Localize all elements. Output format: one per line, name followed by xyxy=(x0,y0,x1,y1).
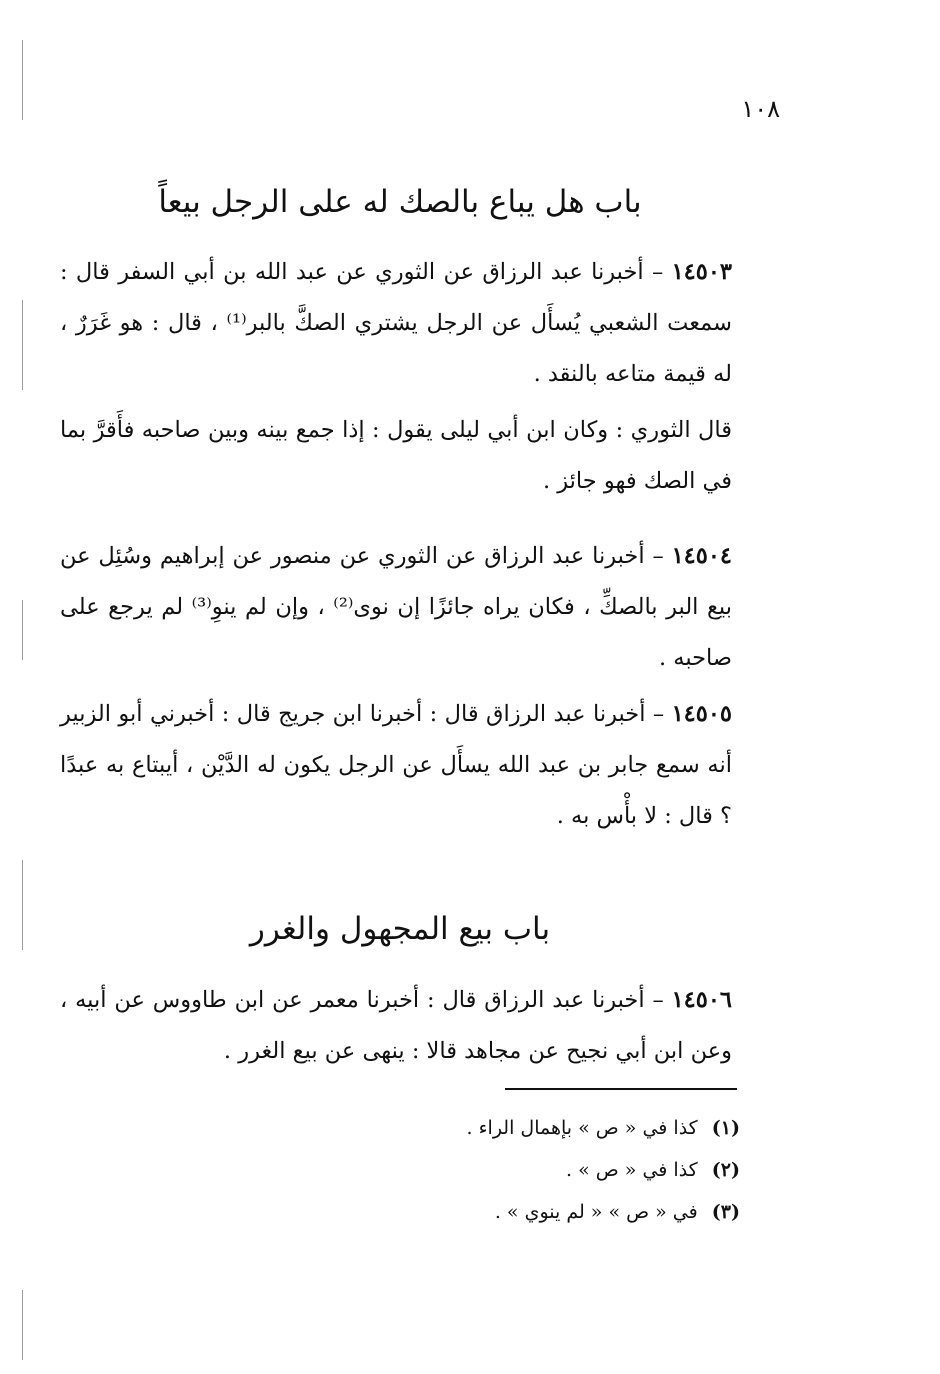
hadith-text: – أخبرنا عبد الرزاق عن الثوري عن منصور عن إبراهيم وسُئِل عن بيع البر بالصكِّ ، فكان يراه جائزًا إن نوى⁽²⁾ ، وإن لم ينوِ⁽³⁾ لم يرجع على صاحبه . xyxy=(60,543,732,671)
footnote-2 xyxy=(360,1149,740,1191)
section-heading-2: باب بيع المجهول والغرر xyxy=(249,911,551,947)
margin-line-middle-2 xyxy=(22,600,23,660)
hadith-number: ١٤٥٠٥ xyxy=(671,701,732,727)
commentary-paragraph xyxy=(60,405,732,507)
hadith-paragraph-14504 xyxy=(60,531,732,684)
footnote-separator xyxy=(505,1088,737,1090)
margin-line-lower xyxy=(22,1290,23,1360)
margin-line-upper xyxy=(22,40,23,120)
footnote-3 xyxy=(360,1191,740,1233)
section-heading-1: باب هل يباع بالصك له على الرجل بيعاً xyxy=(158,184,642,220)
footnotes xyxy=(360,1107,740,1233)
footnote-text: في « ص » « لم ينوي » . xyxy=(494,1201,698,1223)
footnote-marker: (٢) xyxy=(711,1159,740,1181)
hadith-number: ١٤٥٠٦ xyxy=(671,987,732,1013)
margin-line-middle-3 xyxy=(22,860,23,950)
footnote-marker: (١) xyxy=(711,1117,740,1139)
hadith-paragraph-14505 xyxy=(60,689,732,842)
margin-line-middle-1 xyxy=(22,300,23,390)
hadith-text: – أخبرنا عبد الرزاق عن الثوري عن عبد الله بن أبي السفر قال : سمعت الشعبي يُسأَل عن الرجل يشتري الصكَّ بالبر⁽¹⁾ ، قال : هو غَرَرٌ ، له قيمة متاعه بالنقد . xyxy=(60,259,732,387)
footnote-text: كذا في « ص » بإهمال الراء . xyxy=(466,1117,698,1139)
footnote-marker: (٣) xyxy=(711,1201,740,1223)
hadith-paragraph-14506 xyxy=(60,975,732,1077)
hadith-paragraph-14503 xyxy=(60,247,732,400)
hadith-number: ١٤٥٠٣ xyxy=(671,259,732,285)
page-number: ١٠٨ xyxy=(741,95,780,123)
hadith-text: – أخبرنا عبد الرزاق قال : أخبرنا ابن جريج قال : أخبرني أبو الزبير أنه سمع جابر بن عبد الله يسأَل عن الرجل يكون له الدَّيْن ، أيبتاع به عبدًا ؟ قال : لا بأْس به . xyxy=(60,701,732,829)
footnote-1 xyxy=(360,1107,740,1149)
hadith-text: – أخبرنا عبد الرزاق قال : أخبرنا معمر عن ابن طاووس عن أبيه ، وعن ابن أبي نجيح عن مجاهد قالا : ينهى عن بيع الغرر . xyxy=(60,987,732,1064)
commentary-text: قال الثوري : وكان ابن أبي ليلى يقول : إذا جمع بينه وبين صاحبه فأَقرَّ بما في الصك فهو جائز . xyxy=(60,417,732,494)
hadith-number: ١٤٥٠٤ xyxy=(671,543,732,569)
footnote-text: كذا في « ص » . xyxy=(566,1159,698,1181)
